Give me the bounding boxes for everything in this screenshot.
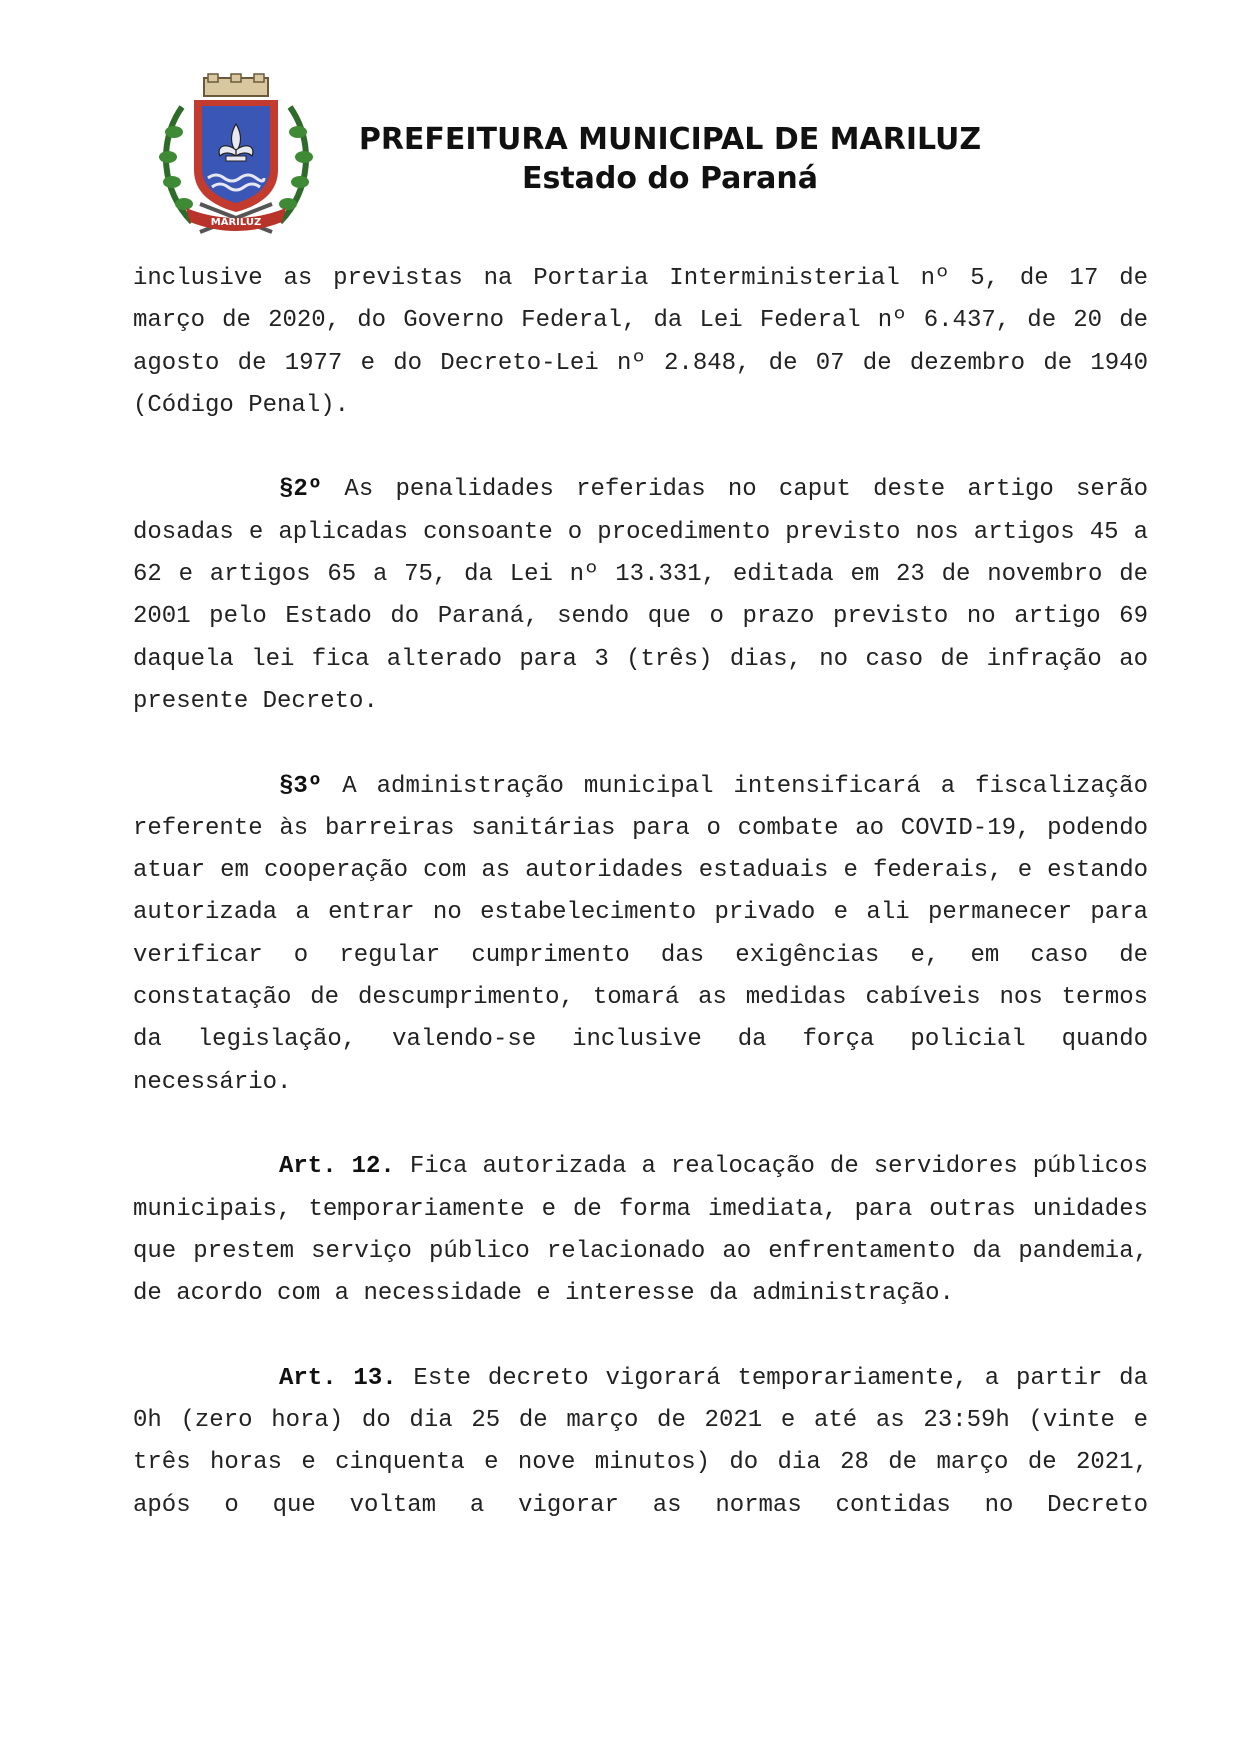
paragraph-article-12 — [133, 1146, 1148, 1315]
section-label: §2º — [279, 476, 323, 504]
paragraph-text: inclusive as previstas na Portaria Interministerial nº 5, de 17 de março de 2020, do Governo Federal, da Lei Federal nº 6.437, de 20 de agosto de 1977 e do Decreto-Lei nº 2.848, de 07 de dezembro de 1940 (Código Penal). — [133, 265, 1148, 419]
article-label: Art. 13. — [279, 1364, 397, 1392]
municipal-coat-of-arms-icon — [152, 72, 320, 240]
page-title: PREFEITURA MUNICIPAL DE MARILUZ — [358, 122, 982, 157]
article-label: Art. 12. — [279, 1153, 395, 1181]
crest-banner-text: MARILUZ — [210, 217, 262, 228]
paragraph-section-3 — [133, 766, 1148, 1104]
section-label: §3º — [279, 772, 323, 800]
paragraph-text: A administração municipal intensificará a fiscalização referente às barreiras sanitárias para o combate ao COVID-19, podendo atuar em cooperação com as autoridades estaduais e federais, e estando autorizada a entrar no estabelecimento privado e ali permanecer para verificar o regular cumprimento das exigências e, em caso de constatação de descumprimento, tomará as medidas cabíveis nos termos da legislação, valendo-se inclusive da força policial quando necessário. — [133, 772, 1148, 1096]
paragraph-section-2 — [133, 469, 1148, 723]
document-body — [133, 258, 1148, 1527]
paragraph-article-13 — [133, 1358, 1148, 1527]
paragraph-text: Fica autorizada a realocação de servidores públicos municipais, temporariamente e de forma imediata, para outras unidades que prestem serviço público relacionado ao enfrentamento da pandemia, de acordo com a necessidade e interesse da administração. — [133, 1153, 1149, 1308]
page-subtitle: Estado do Paraná — [521, 161, 819, 196]
paragraph-text: Este decreto vigorará temporariamente, a partir da 0h (zero hora) do dia 25 de março de 2021 e até as 23:59h (vinte e três horas e cinquenta e nove minutos) do dia 28 de março de 2021, após o que voltam a vigorar as normas contidas no Decreto — [133, 1364, 1148, 1519]
paragraph-continuation — [133, 258, 1148, 427]
paragraph-text: As penalidades referidas no caput deste artigo serão dosadas e aplicadas consoante o procedimento previsto nos artigos 45 a 62 e artigos 65 a 75, da Lei nº 13.331, editada em 23 de novembro de 2001 pelo Estado do Paraná, sendo que o prazo previsto no artigo 69 daquela lei fica alterado para 3 (três) dias, no caso de infração ao presente Decreto. — [133, 476, 1148, 715]
